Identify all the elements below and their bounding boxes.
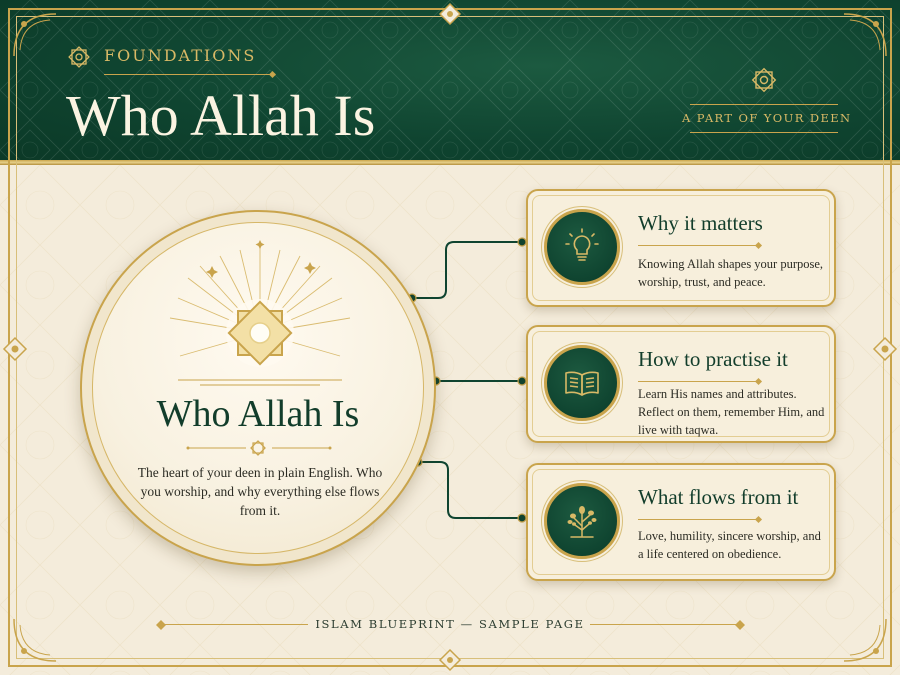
center-title: Who Allah Is <box>156 393 360 435</box>
page-title: Who Allah Is <box>66 83 376 148</box>
corner-ornament-icon <box>10 10 60 60</box>
center-description: The heart of your deen in plain English. Who you worship, and why everything else flows from it. <box>137 465 383 518</box>
diamond-ornament-icon <box>438 2 462 26</box>
tagline-rule-top <box>690 104 838 105</box>
card-what-flows <box>526 463 836 581</box>
ornamental-divider <box>184 440 334 456</box>
card-text: Knowing Allah shapes your purpose, worship, trust, and peace. <box>638 257 824 289</box>
diamond-ornament-icon <box>734 619 746 631</box>
open-book-icon <box>561 362 603 404</box>
card-how-to-practise <box>526 325 836 443</box>
diamond-ornament-icon <box>872 336 898 362</box>
card-text: Learn His names and attributes. Reflect on them, remember Him, and live with taqwa. <box>638 387 825 437</box>
diamond-ornament-icon <box>2 336 28 362</box>
section-kicker: FOUNDATIONS <box>104 46 257 65</box>
card-text: Love, humility, sincere worship, and a life centered on obedience. <box>638 529 821 561</box>
card-title: How to practise it <box>638 347 788 371</box>
lightbulb-icon <box>561 226 603 268</box>
corner-ornament-icon <box>10 615 60 665</box>
corner-ornament-icon <box>840 10 890 60</box>
card-title: Why it matters <box>638 211 763 235</box>
footer-text: ISLAM BLUEPRINT — SAMPLE PAGE <box>315 617 585 631</box>
tree-icon <box>561 500 603 542</box>
footer-rule-left <box>160 624 308 625</box>
star-rosette-icon <box>748 64 780 96</box>
card-divider <box>638 245 758 246</box>
card-badge <box>544 209 620 285</box>
radiant-star-icon <box>160 238 360 388</box>
footer-rule-right <box>590 624 740 625</box>
card-title: What flows from it <box>638 485 799 509</box>
tagline-rule-bottom <box>690 132 838 133</box>
card-divider <box>638 519 758 520</box>
card-why-it-matters <box>526 189 836 307</box>
card-badge <box>544 483 620 559</box>
corner-ornament-icon <box>840 615 890 665</box>
diamond-ornament-icon <box>438 648 462 672</box>
kicker-divider <box>104 74 272 75</box>
card-badge <box>544 345 620 421</box>
star-rosette-icon <box>66 44 92 70</box>
card-divider <box>638 381 758 382</box>
tagline: A PART OF YOUR DEEN <box>682 111 852 125</box>
diamond-ornament-icon <box>155 619 167 631</box>
